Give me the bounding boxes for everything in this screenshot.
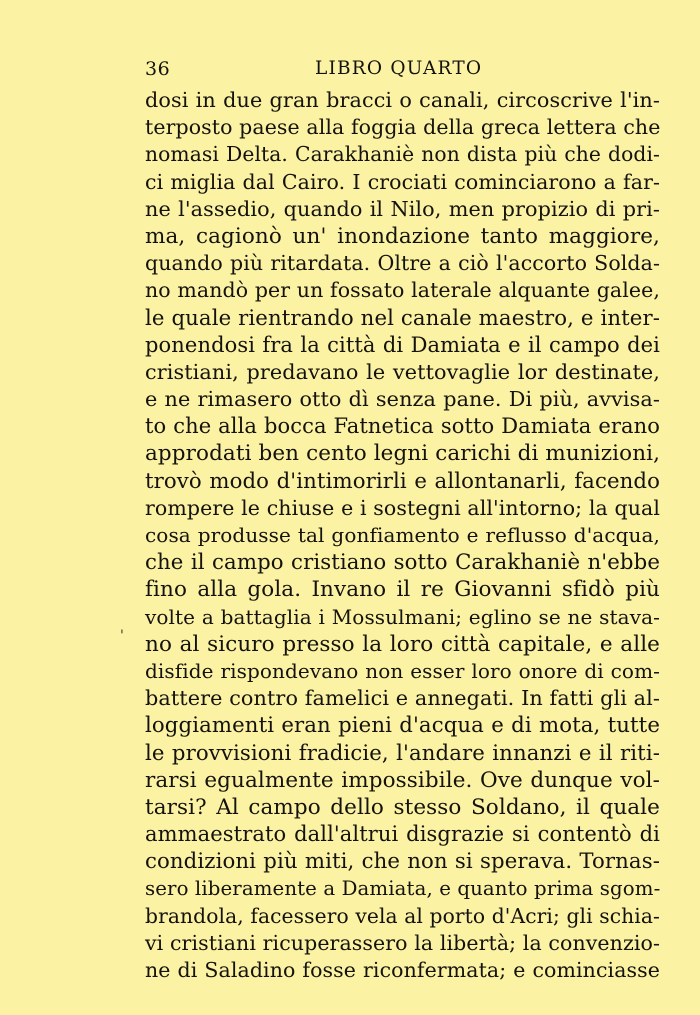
text-line: sero liberamente a Damiata, e quanto prima sgom- (145, 877, 661, 901)
text-line: fino alla gola. Invano il re Giovanni sfidò più (145, 577, 660, 603)
text-line: ponendosi fra la città di Damiata e il campo dei (145, 332, 660, 357)
page-header (145, 58, 660, 84)
text-line: to che alla bocca Fatnetica sotto Damiata erano (145, 414, 660, 439)
text-line: ne l'assedio, quando il Nilo, men propizio di pri- (145, 196, 660, 221)
page-number: 36 (145, 58, 171, 80)
text-line: volte a battaglia i Mossulmani; eglino se ne stava- (145, 604, 660, 629)
margin-mark: ' (120, 628, 124, 644)
body-text (145, 87, 660, 984)
text-line: no al sicuro presso la loro città capitale, e alle (145, 631, 660, 657)
text-line: condizioni più miti, che non si sperava. Tornas- (145, 849, 660, 875)
text-line: no mandò per un fossato laterale alquante galee, (145, 278, 660, 303)
text-line: brandola, facessero vela al porto d'Acri; gli schia- (145, 903, 660, 928)
text-line: vi cristiani ricuperassero la libertà; la convenzio- (145, 930, 660, 955)
text-line: loggiamenti eran pieni d'acqua e di mota, tutte (145, 713, 660, 739)
text-line: e ne rimasero otto dì senza pane. Di più, avvisa- (145, 387, 660, 412)
running-title: LIBRO QUARTO (315, 58, 483, 79)
text-line: trovò modo d'intimorirli e allontanarli, facendo (145, 468, 660, 494)
text-line: battere contro famelici e annegati. In fatti gli al- (145, 686, 660, 711)
text-line: approdati ben cento legni carichi di munizioni, (145, 441, 661, 467)
text-line: ma, cagionò un' inondazione tanto maggiore, (145, 223, 660, 249)
text-line: che il campo cristiano sotto Carakhaniè n'ebbe (145, 550, 660, 576)
text-line: disfide rispondevano non esser loro onore di com- (145, 658, 660, 683)
text-line: ci miglia dal Cairo. I crociati cominciarono a far- (145, 169, 660, 194)
text-line: ammaestrato dall'altrui disgrazie si contentò di (145, 822, 660, 847)
text-line: cosa produsse tal gonfiamento e reflusso d'acqua, (145, 523, 660, 547)
text-line: quando più ritardata. Oltre a ciò l'accorto Solda- (145, 251, 660, 276)
text-line: le provvisioni fradicie, l'andare innanzi e il riti- (145, 740, 660, 766)
text-line: ne di Saladino fosse riconfermata; e cominciasse (145, 958, 660, 982)
text-line: terposto paese alla foggia della greca lettera che (145, 115, 661, 140)
text-line: rarsi egualmente impossibile. Ove dunque vol- (145, 767, 660, 793)
text-line: dosi in due gran bracci o canali, circoscrive l'in- (145, 88, 660, 112)
text-line: rompere le chiuse e i sostegni all'intorno; la qual (145, 495, 660, 520)
text-line: tarsi? Al campo dello stesso Soldano, il quale (145, 794, 660, 820)
text-line: nomasi Delta. Carakhaniè non dista più che dodi- (145, 142, 660, 167)
text-line: cristiani, predavano le vettovaglie lor destinate, (145, 359, 660, 384)
text-line: le quale rientrando nel canale maestro, e inter- (145, 305, 660, 331)
